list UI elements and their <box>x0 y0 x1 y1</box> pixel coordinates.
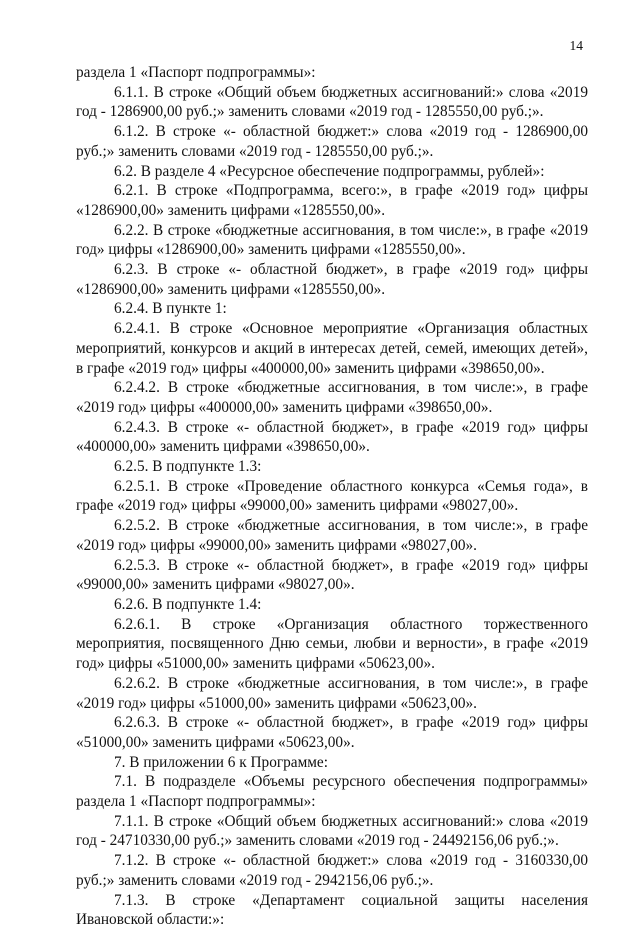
paragraph: 6.2.4.2. В строке «бюджетные ассигнования, в том числе:», в графе «2019 год» цифры «400000,00» заменить цифрами «398650,00». <box>76 379 588 416</box>
paragraph: 7.1.3. В строке «Департамент социальной защиты населения Ивановской области:»: <box>76 891 588 929</box>
paragraph: раздела 1 «Паспорт подпрограммы»: <box>76 64 316 81</box>
paragraph: 6.1.2. В строке «- областной бюджет:» слова «2019 год - 1286900,00 руб.;» заменить словами «2019 год - 1285550,00 руб.;». <box>76 123 588 160</box>
paragraph: 6.2.5.2. В строке «бюджетные ассигнования, в том числе:», в графе «2019 год» цифры «99000,00» заменить цифрами «98027,00». <box>76 517 588 554</box>
paragraph: 6.2.6. В подпункте 1.4: <box>114 595 262 613</box>
paragraph: 6.2.3. В строке «- областной бюджет», в графе «2019 год» цифры «1286900,00» заменить цифрами «1285550,00». <box>76 261 588 298</box>
paragraph: 6.2.1. В строке «Подпрограмма, всего:», в графе «2019 год» цифры «1286900,00» заменить цифрами «1285550,00». <box>76 182 588 219</box>
paragraph: 7.1. В подразделе «Объемы ресурсного обеспечения подпрограммы» раздела 1 «Паспорт подпрограммы»: <box>76 773 588 811</box>
paragraph: 6.2.5.1. В строке «Проведение областного конкурса «Семья года», в графе «2019 год» цифры «99000,00» заменить цифрами «98027,00». <box>76 477 588 515</box>
page-number: 14 <box>569 38 583 53</box>
paragraph: 6.2.4.1. В строке «Основное мероприятие «Организация областных мероприятий, конкурсов и акций в интересах детей, семей, имеющих детей», в графе «2019 год» цифры «400000,00» заменить цифрами «398650,00». <box>76 320 588 377</box>
paragraph: 6.2.4. В пункте 1: <box>114 300 227 318</box>
document-body <box>76 63 588 930</box>
paragraph: 6.2.6.1. В строке «Организация областного торжественного мероприятия, посвященного Дню семьи, любви и верности», в графе «2019 год» цифры «51000,00» заменить цифрами «50623,00». <box>76 615 588 673</box>
paragraph: 6.2.5.3. В строке «- областной бюджет», в графе «2019 год» цифры «99000,00» заменить цифрами «98027,00». <box>76 556 588 594</box>
paragraph: 6.2.5. В подпункте 1.3: <box>114 458 262 476</box>
paragraph: 7.1.1. В строке «Общий объем бюджетных ассигнований:» слова «2019 год - 24710330,00 руб.;» заменить словами «2019 год - 24492156,06 руб.;». <box>76 812 588 850</box>
paragraph: 6.2.4.3. В строке «- областной бюджет», в графе «2019 год» цифры «400000,00» заменить цифрами «398650,00». <box>76 418 588 456</box>
paragraph: 6.2.2. В строке «бюджетные ассигнования, в том числе:», в графе «2019 год» цифры «1286900,00» заменить цифрами «1285550,00». <box>76 221 588 259</box>
paragraph: 6.2.6.2. В строке «бюджетные ассигнования, в том числе:», в графе «2019 год» цифры «51000,00» заменить цифрами «50623,00». <box>76 674 588 712</box>
paragraph: 7. В приложении 6 к Программе: <box>114 753 328 771</box>
paragraph: 6.2. В разделе 4 «Ресурсное обеспечение подпрограммы, рублей»: <box>114 162 545 180</box>
paragraph: 6.2.6.3. В строке «- областной бюджет», в графе «2019 год» цифры «51000,00» заменить цифрами «50623,00». <box>76 714 588 751</box>
paragraph: 6.1.1. В строке «Общий объем бюджетных ассигнований:» слова «2019 год - 1286900,00 руб.;» заменить словами «2019 год - 1285550,00 руб.;». <box>76 83 588 121</box>
paragraph: 7.1.2. В строке «- областной бюджет:» слова «2019 год - 3160330,00 руб.;» заменить словами «2019 год - 2942156,06 руб.;». <box>76 852 588 889</box>
